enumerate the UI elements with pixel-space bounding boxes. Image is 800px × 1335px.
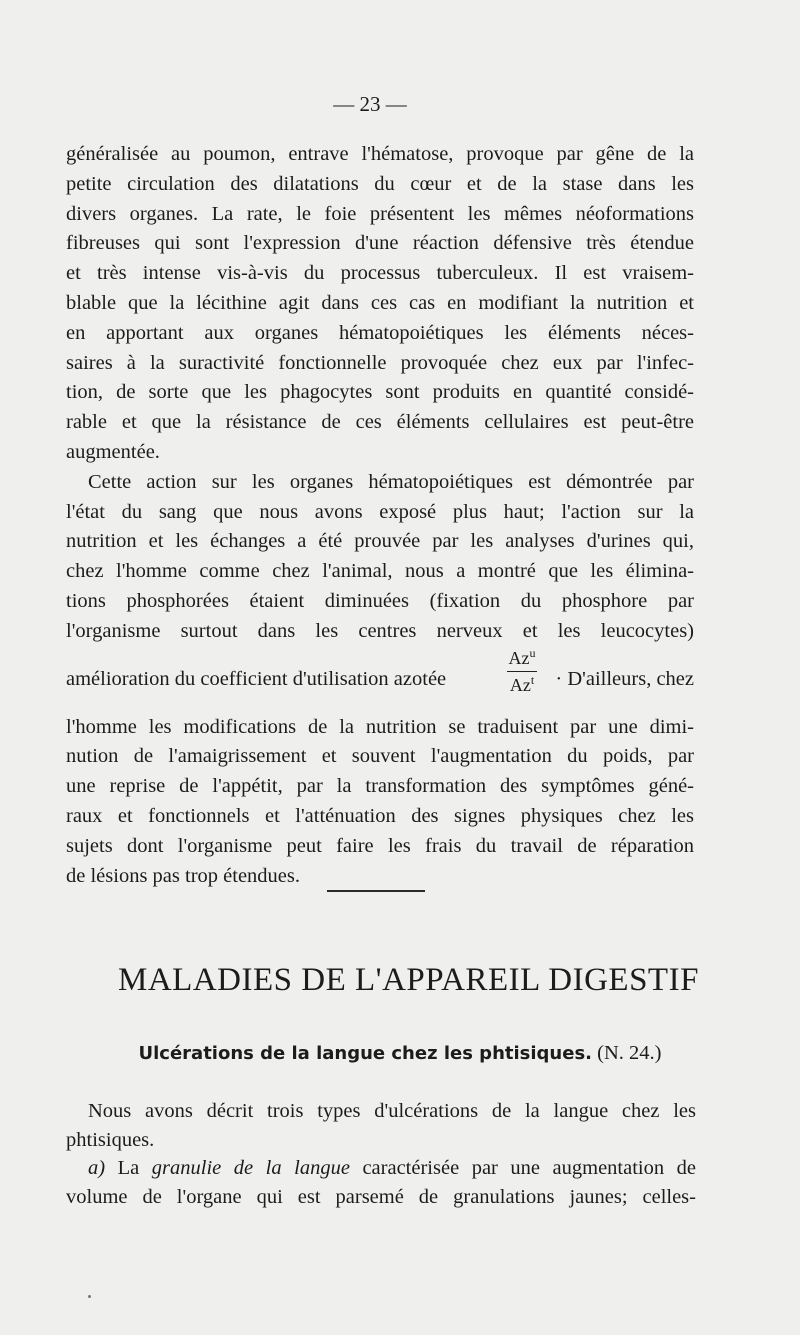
item-label: a) — [88, 1157, 106, 1179]
text-line: fibreuses qui sont l'expression d'une réaction défensive très étendue — [66, 232, 694, 255]
text-line: l'état du sang que nous avons exposé plus haut; l'action sur la — [66, 500, 694, 523]
paragraph-2 — [66, 468, 694, 892]
fraction-numerator: Az$^u$ — [508, 645, 536, 668]
text-line: blable que la lécithine agit dans ces cas en modifiant la nutrition et — [66, 291, 694, 314]
formula-text-before: amélioration du coefficient d'utilisation azotée — [66, 667, 447, 690]
nitrogen-fraction — [504, 647, 540, 696]
print-speck — [88, 1295, 91, 1298]
paragraph-a-line-1: a) La granulie de la langue caractérisée par une augmentation de — [88, 1157, 696, 1179]
text-line: Cette action sur les organes hématopoiétiques est démontrée par — [88, 470, 694, 493]
page-number: — 23 — — [333, 92, 407, 116]
body-text-top — [66, 140, 694, 891]
paragraph-1 — [66, 140, 694, 468]
text-line: chez l'homme comme chez l'animal, nous a montré que les élimina- — [66, 560, 694, 583]
body-text-bottom — [66, 1097, 696, 1211]
text-line: sujets dont l'organisme peut faire les frais du travail de réparation — [66, 834, 694, 857]
italic-term: granulie de la langue — [151, 1157, 350, 1179]
text-line: de lésions pas trop étendues. — [66, 864, 300, 887]
section-divider — [327, 890, 425, 892]
text-line: généralisée au poumon, entrave l'hématose, provoque par gêne de la — [66, 143, 694, 165]
fraction-denominator: Az$^t$ — [509, 672, 535, 695]
text-line: nutrition et les échanges a été prouvée par les analyses d'urines qui, — [66, 530, 694, 553]
text-line: raux et fonctionnels et l'atténuation des signes physiques chez les — [66, 804, 694, 827]
text-line: divers organes. La rate, le foie présentent les mêmes néoformations — [66, 202, 694, 225]
text-line: rable et que la résistance de ces éléments cellulaires est peut-être — [66, 411, 694, 434]
formula-text-after: · D'ailleurs, chez — [555, 667, 694, 690]
subsection-heading — [60, 1042, 740, 1065]
text-line: tion, de sorte que les phagocytes sont produits en quantité considé- — [66, 381, 694, 404]
text-line: une reprise de l'appétit, par la transformation des symptômes géné- — [66, 775, 694, 798]
subsection-title: Ulcérations de la langue chez les phtisiques. — [138, 1043, 592, 1064]
text-line: l'organisme surtout dans les centres nerveux et les leucocytes) — [66, 619, 694, 642]
text-line: petite circulation des dilatations du cœur et de la stase dans les — [66, 172, 694, 195]
text-line: l'homme les modifications de la nutrition se traduisent par une dimi- — [66, 715, 694, 738]
text-line: nution de l'amaigrissement et souvent l'augmentation du poids, par — [66, 745, 694, 768]
text-line: phtisiques. — [66, 1128, 155, 1151]
formula-line — [66, 647, 694, 713]
subsection-reference: (N. 24.) — [597, 1042, 662, 1064]
text-line: en apportant aux organes hématopoiétiques les éléments néces- — [66, 321, 694, 344]
text-line: Nous avons décrit trois types d'ulcérations de la langue chez les — [88, 1100, 696, 1122]
text-line: volume de l'organe qui est parsemé de granulations jaunes; celles- — [66, 1185, 696, 1208]
text-line: saires à la suractivité fonctionnelle provoquée chez eux par l'infec- — [66, 351, 694, 374]
text-line: tions phosphorées étaient diminuées (fixation du phosphore par — [66, 589, 694, 612]
section-title: MALADIES DE L'APPAREIL DIGESTIF — [118, 962, 699, 998]
text-line: et très intense vis-à-vis du processus tuberculeux. Il est vraisem- — [66, 262, 694, 285]
text-line: augmentée. — [66, 440, 160, 463]
fraction-bar — [507, 671, 537, 672]
